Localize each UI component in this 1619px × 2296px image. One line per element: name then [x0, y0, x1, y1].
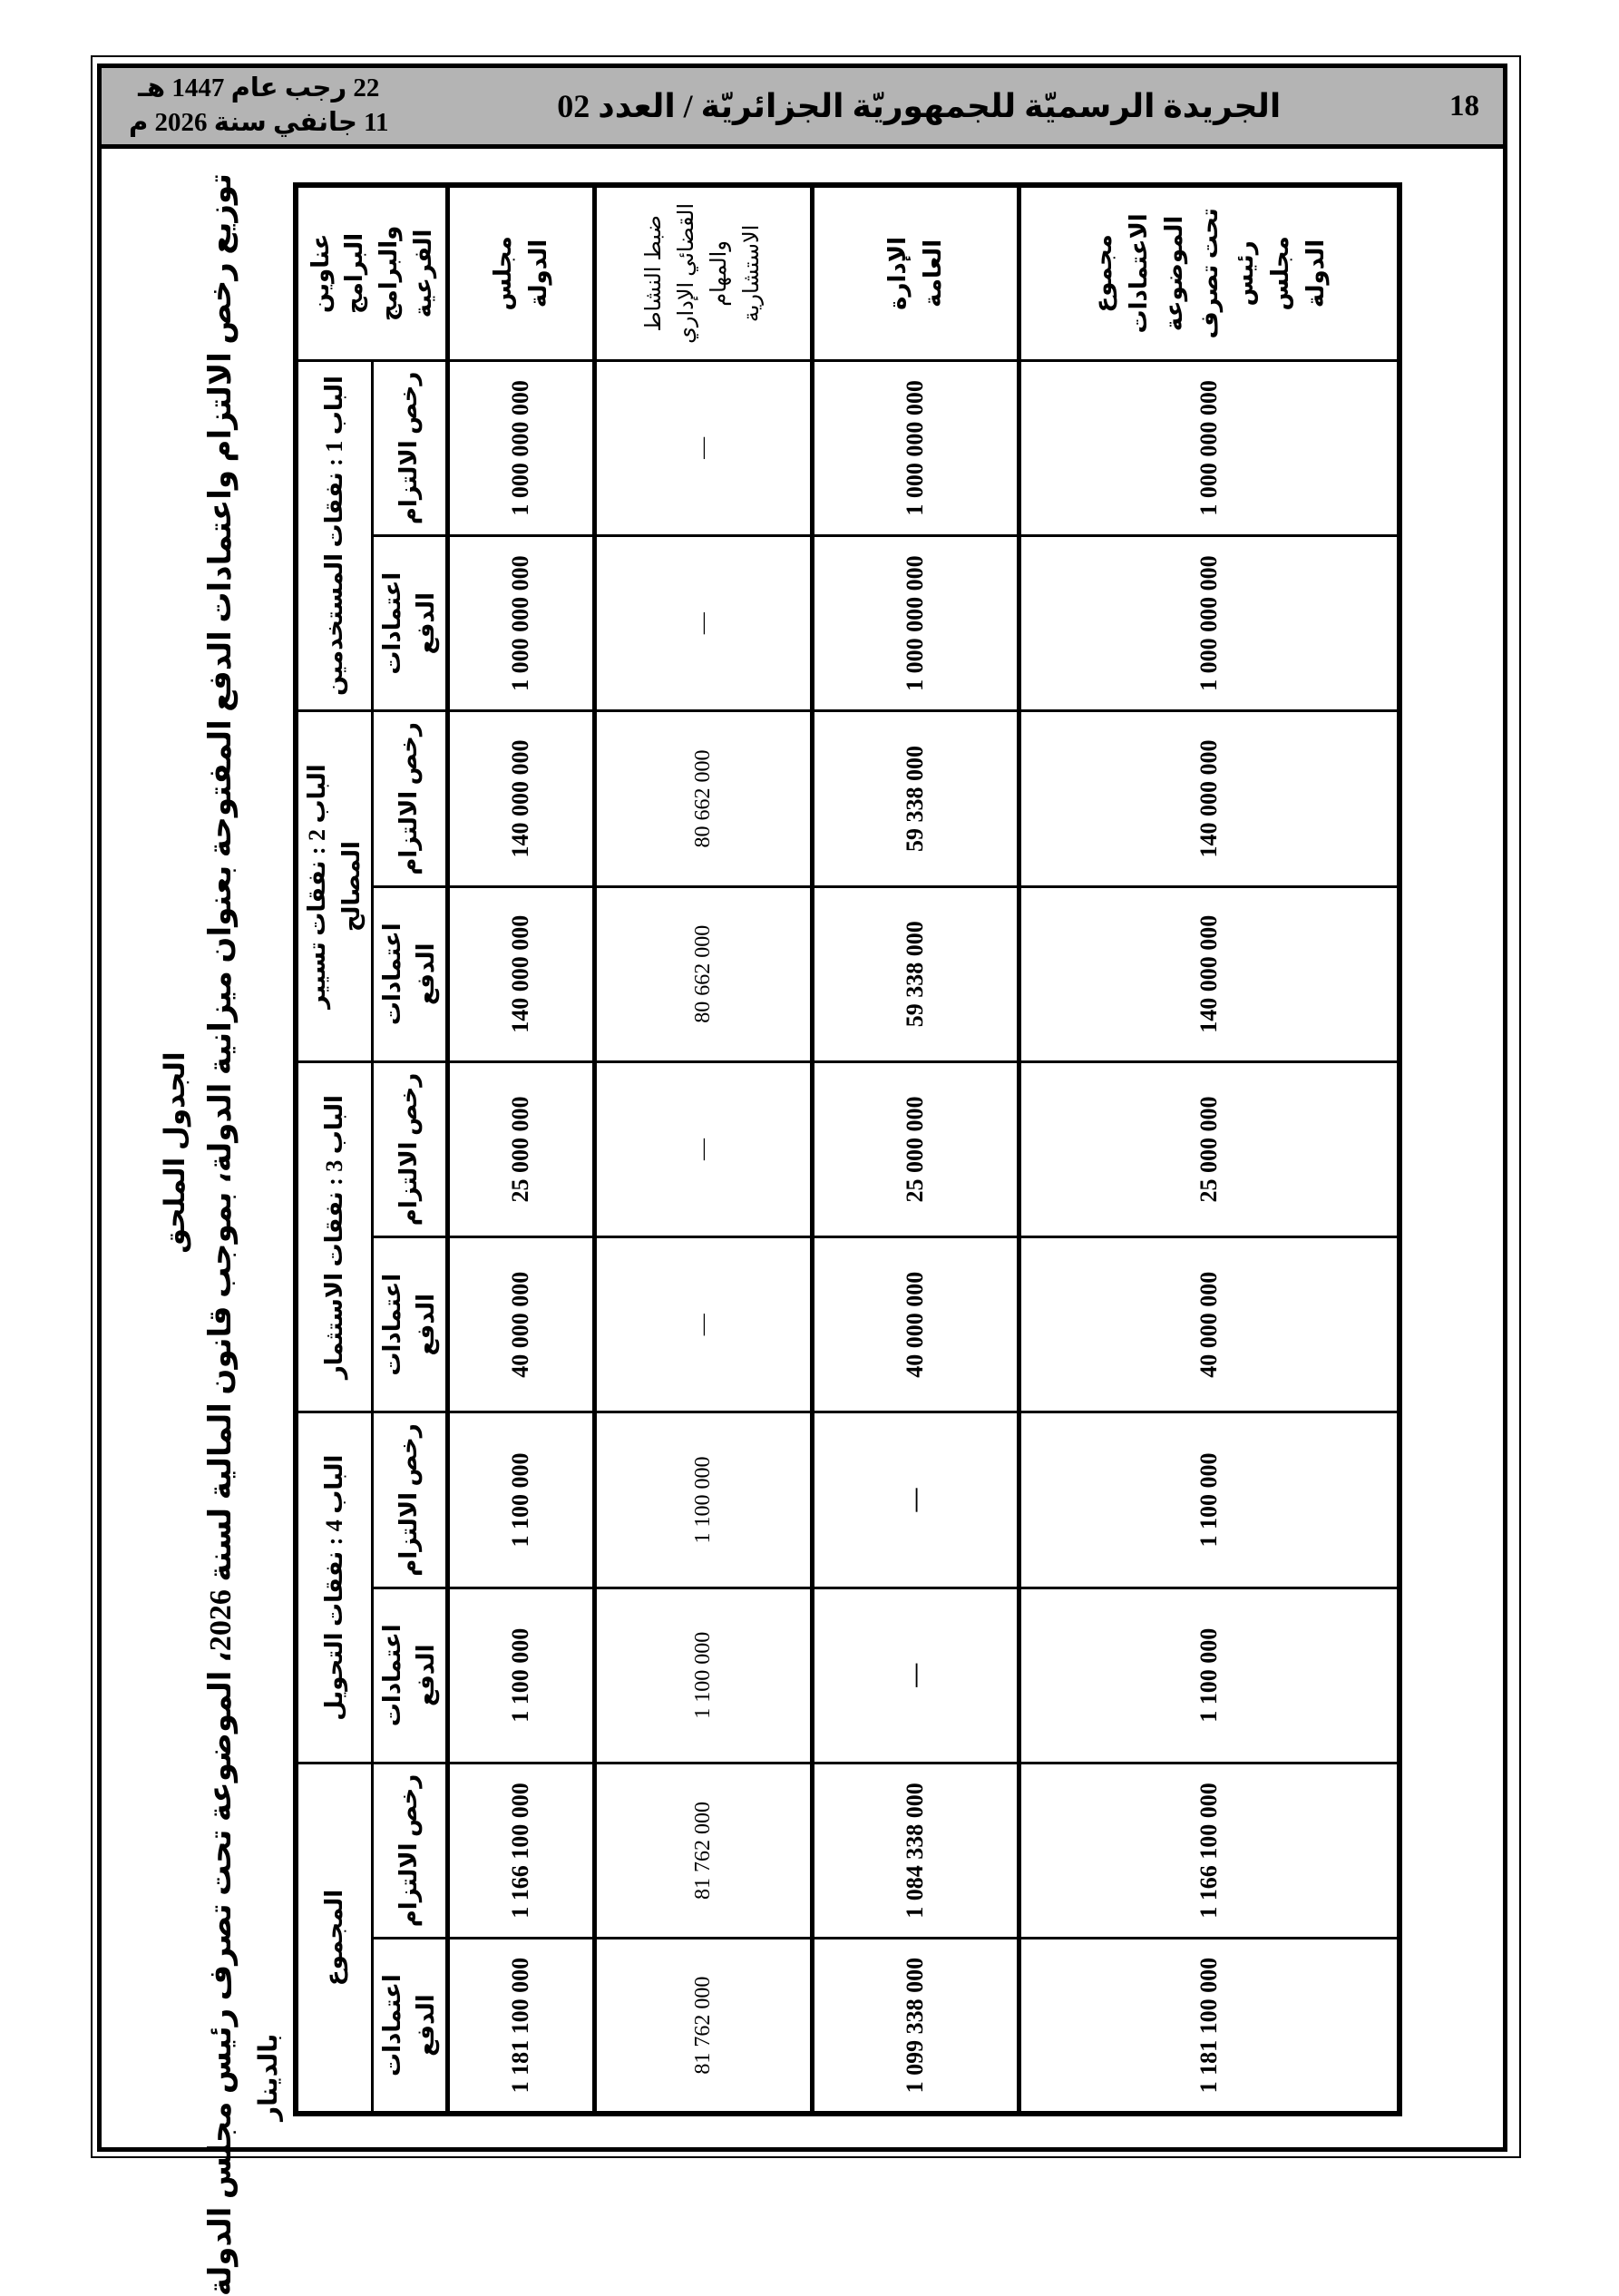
- value-cell: 140 000 000: [447, 711, 594, 886]
- value-cell: 59 338 000: [812, 886, 1019, 1061]
- budget-table: [293, 182, 1402, 2116]
- value-cell: 1 000 000 000: [1019, 360, 1400, 535]
- row-label-cell: مجموع الاعتمادات الموضوعة تحت تصرف رئيس مجلس الدولة: [1019, 185, 1400, 360]
- chapter-header-cell: الباب 1 : نفقات المستخدمين: [296, 360, 372, 711]
- value-cell: 1 100 000: [594, 1588, 812, 1763]
- value-cell: 140 000 000: [1019, 711, 1400, 886]
- value-cell: 59 338 000: [812, 711, 1019, 886]
- chapter-header-cell: الباب 4 : نفقات التحويل: [296, 1412, 372, 1764]
- value-cell: 1 181 100 000: [447, 1939, 594, 2114]
- chapter-header-cell: الباب 2 : نفقات تسيير المصالح: [296, 711, 372, 1062]
- annex-title: توزيع رخص الالتزام واعتمادات الدفع المفتوحة بعنوان ميزانية الدولة، بموجب قانون المالية لسنة 2026، الموضوعة تحت تصرف رئيس مجلس الدولة: [204, 173, 238, 2296]
- value-cell: 1 166 100 000: [1019, 1763, 1400, 1938]
- value-cell: 25 000 000: [1019, 1061, 1400, 1236]
- payment-subheader-cell: اعتمادات الدفع: [372, 1237, 447, 1412]
- payment-subheader-cell: اعتمادات الدفع: [372, 536, 447, 711]
- value-cell: 1 000 000 000: [1019, 536, 1400, 711]
- dash-cell: —: [594, 1237, 812, 1412]
- dash-cell: —: [812, 1412, 1019, 1588]
- row-label-cell: ضبط النشاط القضائي الإداري والمهام الاستشارية: [594, 185, 812, 360]
- dash-cell: —: [812, 1588, 1019, 1763]
- row-label-cell: الإدارة العامة: [812, 185, 1019, 360]
- value-cell: 1 000 000 000: [447, 360, 594, 535]
- value-cell: 81 762 000: [594, 1763, 812, 1938]
- journal-title: الجريدة الرسميّة للجمهوريّة الجزائريّة / العدد 02: [557, 88, 1282, 124]
- program-row: [594, 185, 812, 2114]
- program-row: [812, 185, 1019, 2114]
- value-cell: 25 000 000: [447, 1061, 594, 1236]
- value-cell: 80 662 000: [594, 886, 812, 1061]
- commitment-subheader-cell: رخص الالتزام: [372, 1763, 447, 1938]
- value-cell: 80 662 000: [594, 711, 812, 886]
- main-box: [97, 149, 1507, 2296]
- value-cell: 1 000 000 000: [447, 536, 594, 711]
- value-cell: 140 000 000: [1019, 886, 1400, 1061]
- chapter-header-cell: المجموع: [296, 1763, 372, 2114]
- value-cell: 1 100 000: [447, 1588, 594, 1763]
- value-cell: 1 000 000 000: [812, 360, 1019, 535]
- value-cell: 40 000 000: [812, 1237, 1019, 1412]
- dash-cell: —: [594, 536, 812, 711]
- commitment-subheader-cell: رخص الالتزام: [372, 711, 447, 886]
- chapter-header-cell: الباب 3 : نفقات الاستثمار: [296, 1061, 372, 1412]
- value-cell: 81 762 000: [594, 1939, 812, 2114]
- rotated-annex: [159, 157, 1478, 2296]
- header-band: [97, 64, 1507, 149]
- commitment-subheader-cell: رخص الالتزام: [372, 1412, 447, 1588]
- dash-cell: —: [594, 1061, 812, 1236]
- value-cell: 1 100 000: [447, 1412, 594, 1588]
- value-cell: 40 000 000: [447, 1237, 594, 1412]
- hijri-date-line: 22 رجب عام 1447 هـ: [138, 73, 380, 103]
- header-row-subcolumns: [372, 185, 447, 2114]
- value-cell: 1 100 000: [1019, 1588, 1400, 1763]
- value-cell: 1 166 100 000: [447, 1763, 594, 1938]
- program-row: [447, 185, 594, 2114]
- commitment-subheader-cell: رخص الالتزام: [372, 1061, 447, 1236]
- payment-subheader-cell: اعتمادات الدفع: [372, 1939, 447, 2114]
- value-cell: 1 181 100 000: [1019, 1939, 1400, 2114]
- value-cell: 1 100 000: [1019, 1412, 1400, 1588]
- value-cell: 1 100 000: [594, 1412, 812, 1588]
- value-cell: 1 099 338 000: [812, 1939, 1019, 2114]
- row-label-cell: مجلس الدولة: [447, 185, 594, 360]
- value-cell: 40 000 000: [1019, 1237, 1400, 1412]
- budget-table-head: [296, 185, 447, 2114]
- annex-heading: الجدول الملحق: [159, 1051, 190, 1254]
- payment-subheader-cell: اعتمادات الدفع: [372, 1588, 447, 1763]
- gregorian-date-line: 11 جانفي سنة 2026 م: [129, 108, 389, 137]
- budget-table-body: [447, 185, 1400, 2114]
- value-cell: 1 000 000 000: [812, 536, 1019, 711]
- value-cell: 140 000 000: [447, 886, 594, 1061]
- header-row-chapters: [296, 185, 372, 2114]
- date-block: [125, 72, 389, 140]
- page-number: 18: [1449, 89, 1479, 122]
- program-row: [1019, 185, 1400, 2114]
- value-cell: 25 000 000: [812, 1061, 1019, 1236]
- commitment-subheader-cell: رخص الالتزام: [372, 360, 447, 535]
- dash-cell: —: [594, 360, 812, 535]
- program-header-cell: عناوين البرامج والبرامج الفرعية: [296, 185, 447, 360]
- value-cell: 1 084 338 000: [812, 1763, 1019, 1938]
- payment-subheader-cell: اعتمادات الدفع: [372, 886, 447, 1061]
- currency-unit-label: بالدينار: [255, 2033, 283, 2121]
